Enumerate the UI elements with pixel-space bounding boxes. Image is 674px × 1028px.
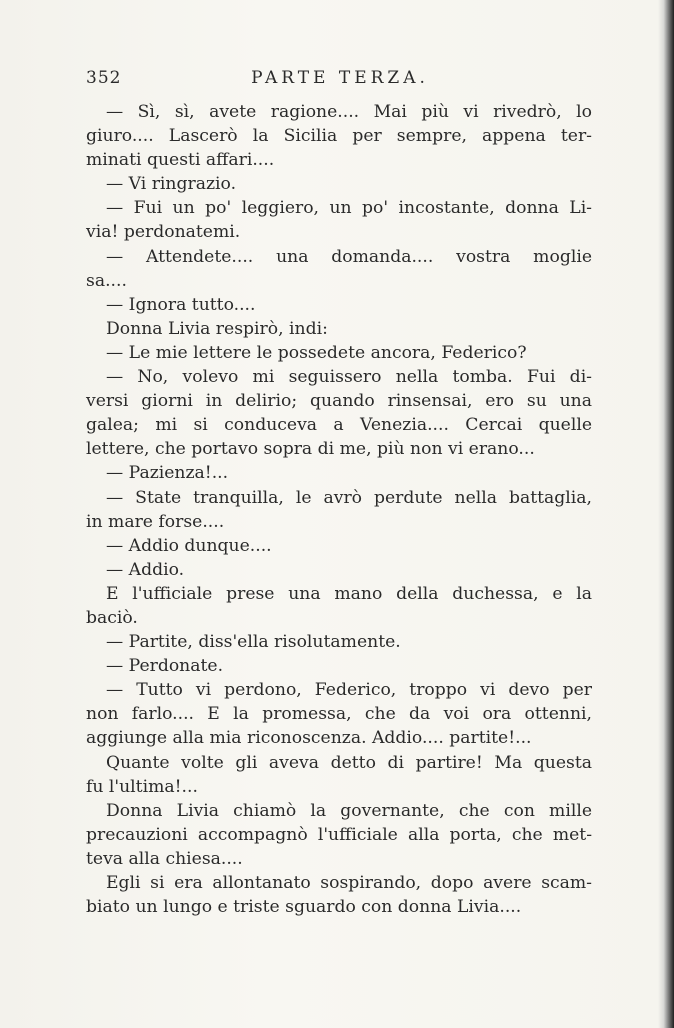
page-header bbox=[86, 68, 594, 94]
text-line: lettere, che portavo sopra di me, più non vi erano... bbox=[86, 439, 535, 460]
text-line: — Addio. bbox=[106, 559, 185, 580]
text-line: aggiunge alla mia riconoscenza. Addio.... partite!... bbox=[86, 728, 532, 749]
text-line: Egli si era allontanato sospirando, dopo avere scam- bbox=[106, 873, 592, 893]
text-line: galea; mi si conduceva a Venezia.... Cercai quelle bbox=[86, 415, 592, 436]
text-line: — Attendete.... una domanda.... vostra moglie bbox=[106, 246, 592, 267]
text-line: — Addio dunque.... bbox=[106, 535, 272, 556]
body-text bbox=[86, 100, 592, 919]
text-line: Donna Livia chiamò la governante, che con mille bbox=[106, 800, 592, 821]
text-line: Donna Livia respirò, indi: bbox=[106, 318, 328, 339]
text-line: — No, volevo mi seguissero nella tomba. Fui di- bbox=[106, 367, 592, 388]
text-line: giuro.... Lascerò la Sicilia per sempre, appena ter- bbox=[86, 126, 592, 147]
text-line: Quante volte gli aveva detto di partire! Ma questa bbox=[106, 752, 592, 773]
text-line: in mare forse.... bbox=[86, 511, 225, 532]
text-line: — Tutto vi perdono, Federico, troppo vi devo per bbox=[106, 680, 592, 701]
running-head: PARTE TERZA. bbox=[251, 68, 429, 88]
text-line: fu l'ultima!... bbox=[86, 776, 198, 797]
text-line: — Ignora tutto.... bbox=[106, 294, 256, 315]
text-line: minati questi affari.... bbox=[86, 150, 275, 171]
text-line: biato un lungo e triste sguardo con donna Livia.... bbox=[86, 897, 522, 918]
text-line: — Partite, diss'ella risolutamente. bbox=[106, 632, 401, 653]
text-line: — Vi ringrazio. bbox=[106, 174, 237, 195]
text-line: via! perdonatemi. bbox=[86, 222, 241, 243]
text-line: baciò. bbox=[86, 607, 138, 628]
text-line: — Pazienza!... bbox=[106, 463, 229, 484]
page-edge-shadow bbox=[658, 0, 674, 1028]
text-line: non farlo.... E la promessa, che da voi ora ottenni, bbox=[86, 704, 592, 725]
text-line: — State tranquilla, le avrò perdute nella battaglia, bbox=[106, 487, 592, 508]
text-line: sa.... bbox=[86, 270, 127, 291]
text-line: precauzioni accompagnò l'ufficiale alla porta, che met- bbox=[86, 824, 592, 845]
text-line: teva alla chiesa.... bbox=[86, 848, 243, 869]
text-line: — Le mie lettere le possedete ancora, Federico? bbox=[106, 342, 527, 363]
text-line: versi giorni in delirio; quando rinsensai, ero su una bbox=[86, 391, 592, 412]
text-line: — Perdonate. bbox=[106, 656, 224, 677]
text-line: — Sì, sì, avete ragione.... Mai più vi rivedrò, lo bbox=[106, 102, 592, 122]
text-line: E l'ufficiale prese una mano della duchessa, e la bbox=[106, 583, 592, 604]
page-number: 352 bbox=[86, 68, 122, 88]
text-line: — Fui un po' leggiero, un po' incostante, donna Li- bbox=[106, 198, 592, 219]
